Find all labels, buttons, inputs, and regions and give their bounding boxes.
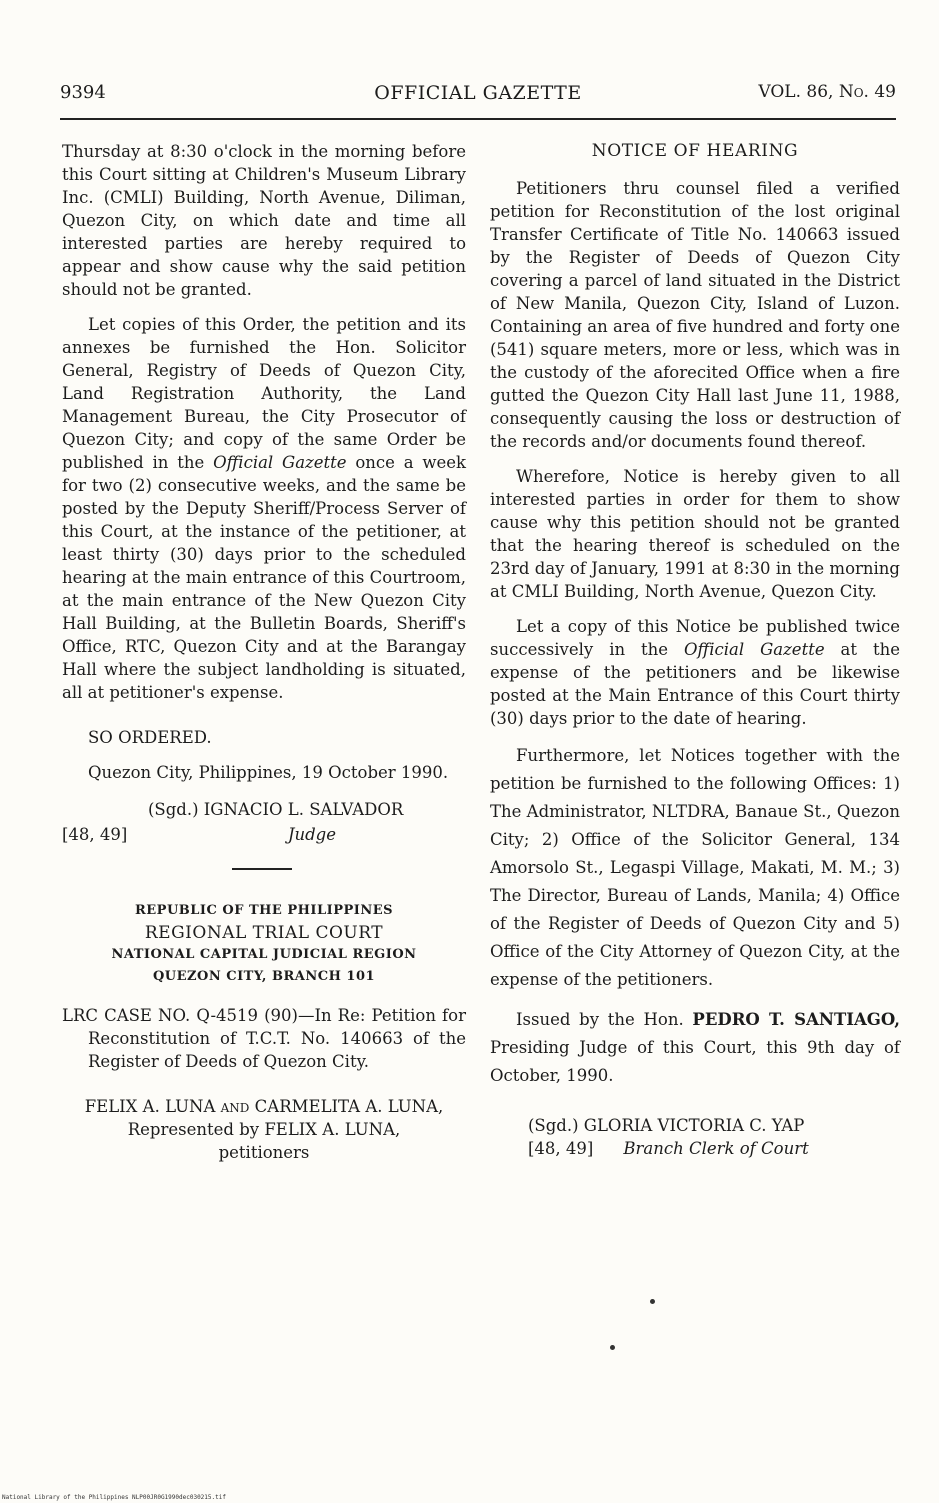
court-line-republic: REPUBLIC OF THE PHILIPPINES <box>134 903 394 918</box>
issue-reference: [48, 49] <box>62 825 128 844</box>
issue-reference: [48, 49] <box>528 1139 594 1158</box>
court-line-rtc: REGIONAL TRIAL COURT <box>144 923 384 943</box>
notice-paragraph-5: Issued by the Hon. PEDRO T. SANTIAGO, Presiding Judge of this Court, this 9th day of October, 1990. <box>490 1010 900 1085</box>
place-date: Quezon City, Philippines, 19 October 1990. <box>88 763 449 782</box>
clerk-signature-name: (Sgd.) GLORIA VICTORIA C. YAP <box>528 1116 805 1135</box>
ornament-dot <box>610 1345 615 1350</box>
judge-title: Judge <box>287 825 336 844</box>
court-line-branch: QUEZON CITY, BRANCH 101 <box>152 969 376 984</box>
gazette-name: Official Gazette <box>213 453 347 472</box>
order-paragraph-2: Let copies of this Order, the petition and its annexes be furnished the Hon. Solicitor General, Registry of Deeds of Quezon City, Land Registration Authority, the Land Management Bureau, the City Prosecutor of Quezon City; and copy of the same Order be published in the Official Gazette once a week for two (2) consecutive weeks, and the same be posted by the Deputy Sheriff/Process Server of this Court, at the instance of the petitioner, at least thirty (30) days prior to the scheduled hearing at the main entrance of this Courtroom, at the main entrance of the New Quezon City Hall Building, at the Bulletin Boards, Sheriff's Office, RTC, Quezon City and at the Barangay Hall where the subject landholding is situated, all at petitioner's expense. <box>62 315 466 702</box>
notice-title: NOTICE OF HEARING <box>591 141 799 161</box>
scan-footer: National Library of the Philippines NLP00JR0G1990dec030215.tif <box>2 1494 226 1501</box>
parties-line-1: FELIX A. LUNA and CARMELITA A. LUNA, <box>84 1097 444 1116</box>
left-column <box>62 140 466 1164</box>
page-header <box>60 82 896 108</box>
publication-title: OFFICIAL GAZETTE <box>374 82 582 104</box>
ornament-dot <box>650 1299 655 1304</box>
section-divider <box>232 868 292 870</box>
notice-paragraph-4: Furthermore, let Notices together with the petition be furnished to the following Offices: 1) The Administrator, NLTDRA, Banaue St., Quezon City; 2) Office of the Solicitor General, 134 Amorsolo St., Legaspi Village, Makati, M. M.; 3) The Director, Bureau of Lands, Manila; 4) Office of the Register of Deeds of Quezon City and 5) Office of the City Attorney of Quezon City, at the expense of the petitioners. <box>490 746 900 989</box>
judge-signature-block <box>62 798 466 846</box>
case-caption: LRC CASE NO. Q-4519 (90)—In Re: Petition for Reconstitution of T.C.T. No. 140663 of the Register of Deeds of Quezon City. <box>62 1006 466 1071</box>
volume-issue: VOL. 86, No. 49 <box>758 82 896 102</box>
order-paragraph-1: Thursday at 8:30 o'clock in the morning before this Court sitting at Children's Museum Library Inc. (CMLI) Building, North Avenue, Diliman, Quezon City, on which date and time all interested parties are hereby required to appear and show cause why the said petition should not be granted. <box>62 142 466 299</box>
parties-line-3: petitioners <box>218 1143 310 1162</box>
court-line-region: NATIONAL CAPITAL JUDICIAL REGION <box>111 947 417 962</box>
right-column <box>490 140 900 1160</box>
notice-paragraph-3: Let a copy of this Notice be published twice successively in the Official Gazette at the expense of the petitioners and be likewise posted at the Main Entrance of this Court thirty (30) days prior to the date of hearing. <box>490 617 901 728</box>
presiding-judge-name: PEDRO T. SANTIAGO, <box>692 1010 900 1029</box>
so-ordered: SO ORDERED. <box>88 728 212 747</box>
notice-paragraph-1: Petitioners thru counsel filed a verified petition for Reconstitution of the lost original Transfer Certificate of Title No. 140663 issued by the Register of Deeds of Quezon City covering a parcel of land situated in the District of New Manila, Quezon City, Island of Luzon. Containing an area of five hundred and forty one (541) square meters, more or less, which was in the custody of the aforecited Office when a fire gutted the Quezon City Hall last June 11, 1988, consequently causing the loss or destruction of the records and/or documents found thereof. <box>490 179 900 451</box>
judge-signature-name: (Sgd.) IGNACIO L. SALVADOR <box>148 800 404 819</box>
notice-paragraph-2: Wherefore, Notice is hereby given to all interested parties in order for them to show cause why this petition should not be granted that the hearing thereof is scheduled on the 23rd day of January, 1991 at 8:30 in the morning at CMLI Building, North Avenue, Quezon City. <box>490 467 900 601</box>
clerk-title: Branch Clerk of Court <box>623 1139 809 1158</box>
clerk-signature-block <box>490 1114 900 1160</box>
parties-block <box>62 1095 466 1164</box>
parties-line-2: Represented by FELIX A. LUNA, <box>127 1120 401 1139</box>
page-number: 9394 <box>60 82 106 103</box>
gazette-name: Official Gazette <box>684 640 825 659</box>
header-rule <box>60 118 896 120</box>
